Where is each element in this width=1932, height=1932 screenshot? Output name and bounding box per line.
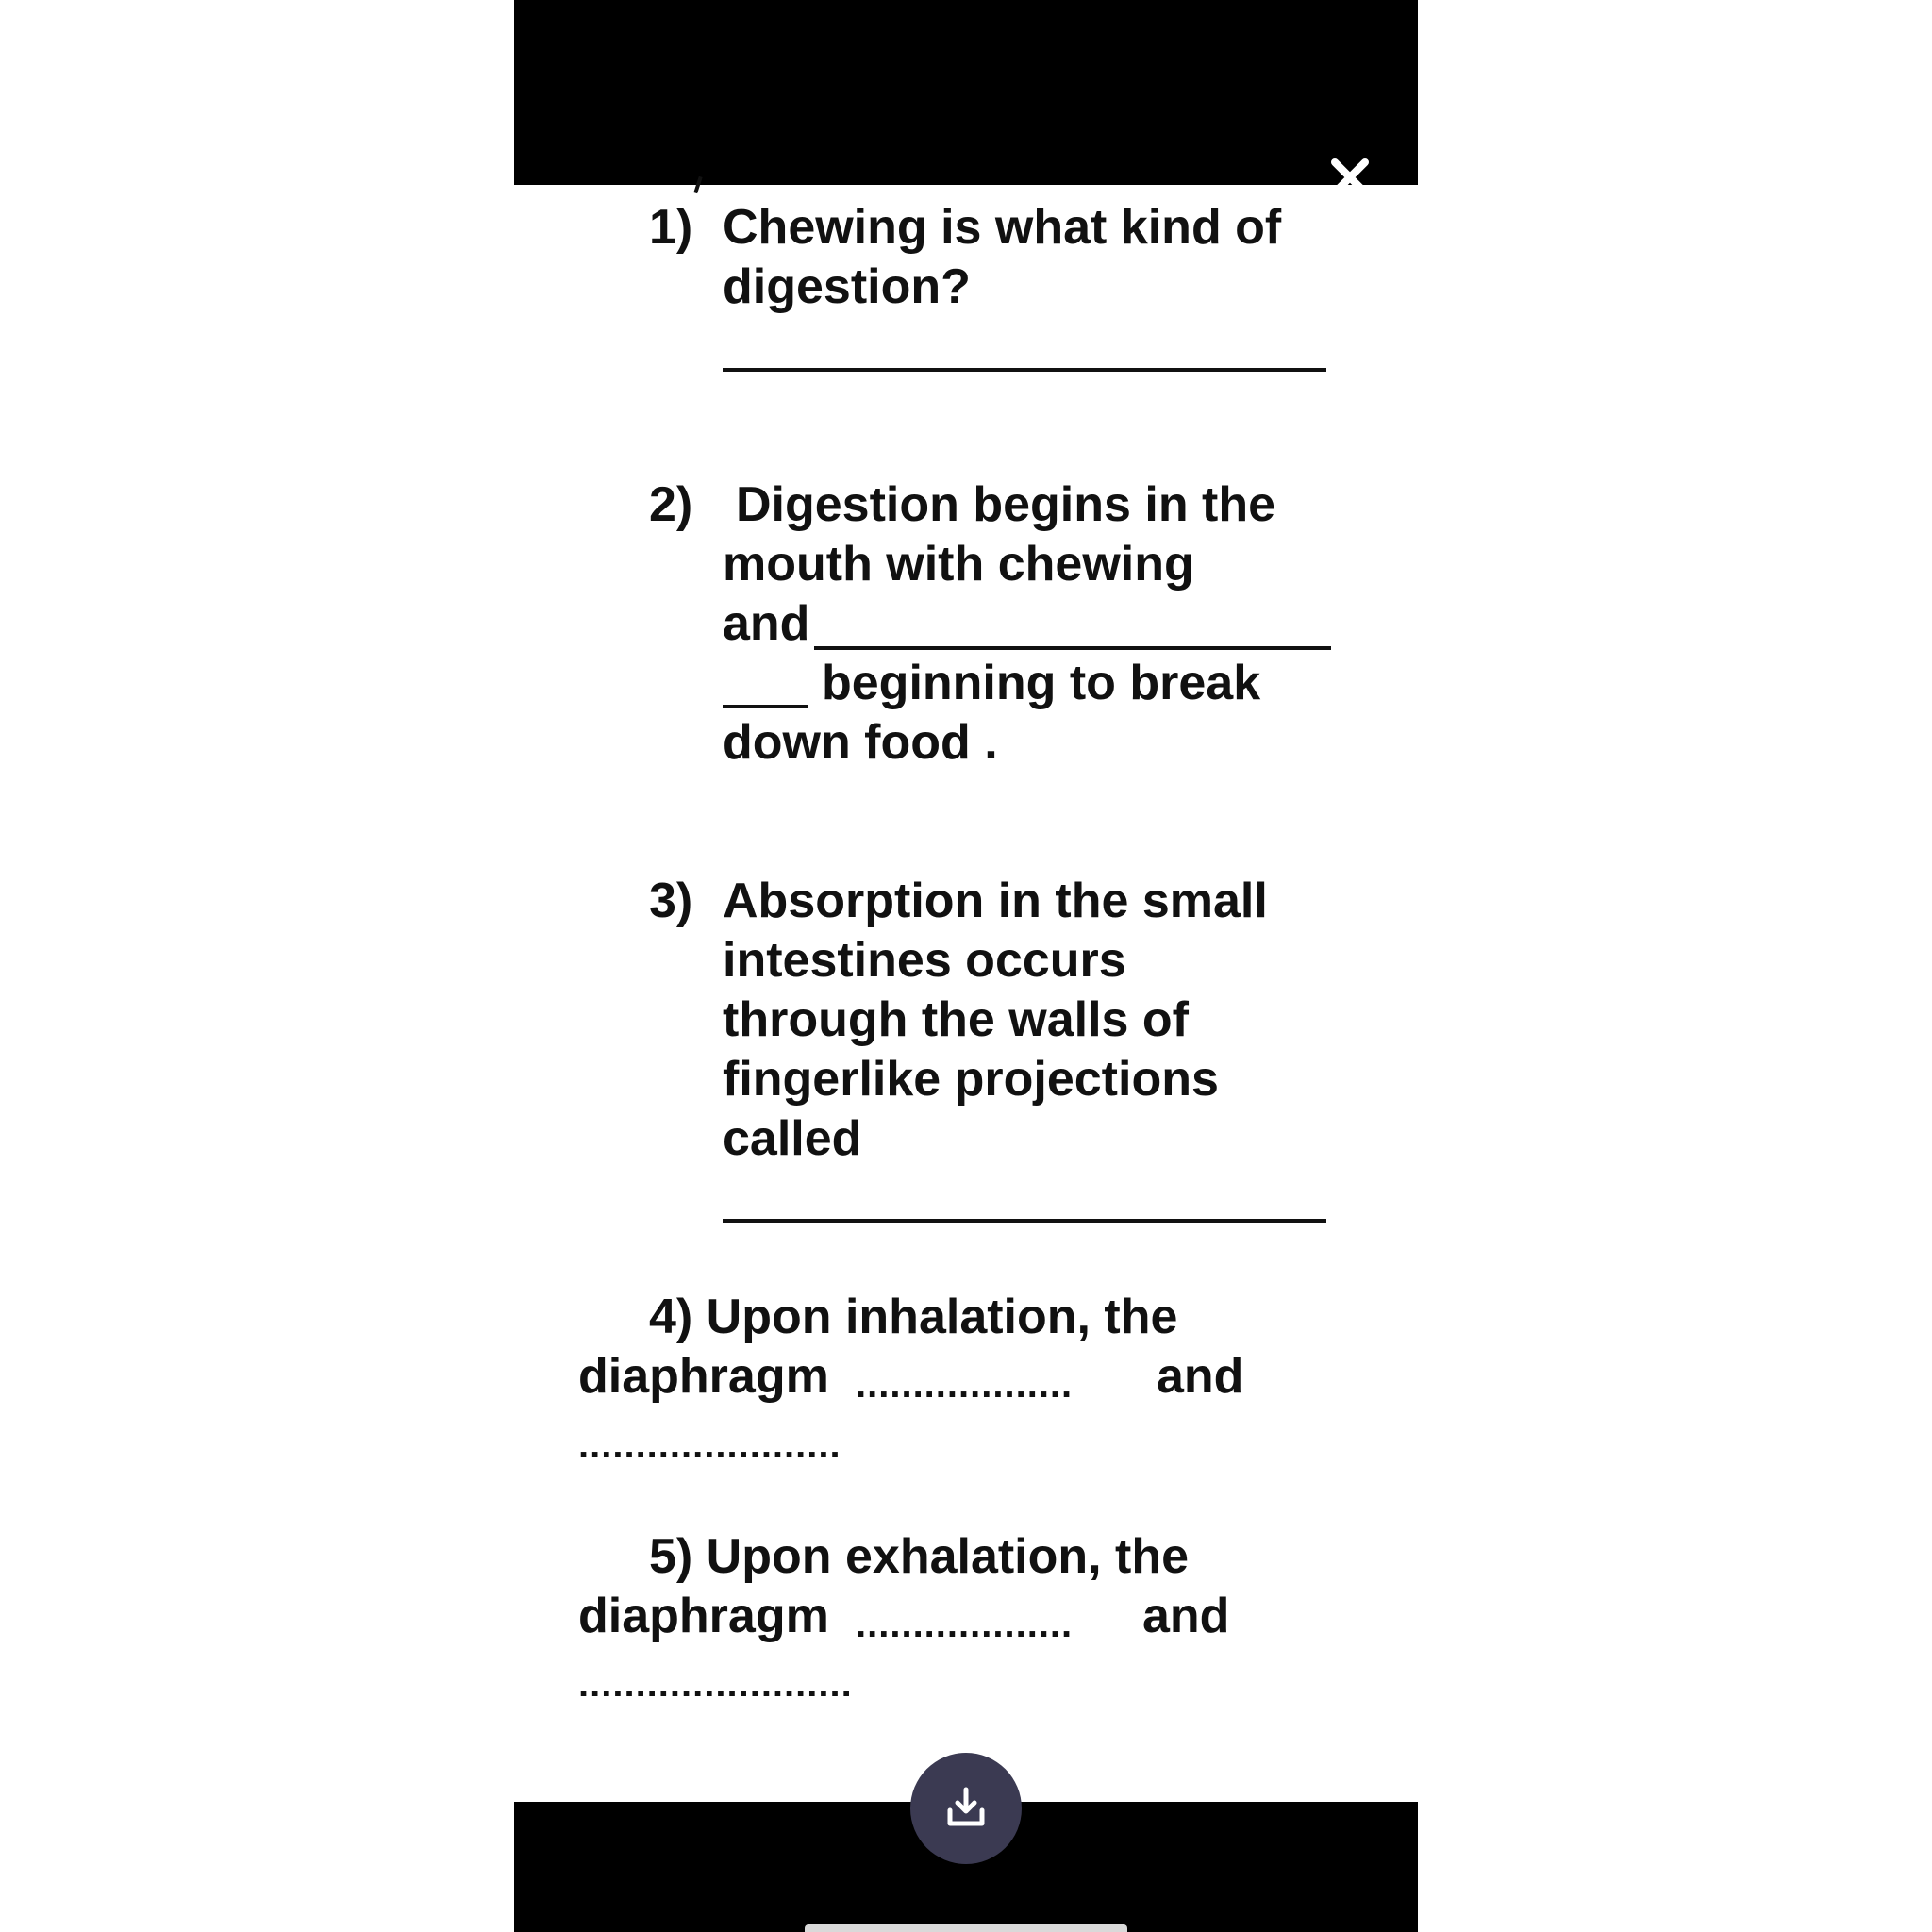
- home-indicator: [805, 1924, 1127, 1932]
- close-button[interactable]: [1324, 157, 1376, 198]
- download-icon: [943, 1786, 989, 1831]
- q2-answer-blank-continued: [723, 705, 808, 708]
- q1-line2: digestion?: [723, 259, 971, 314]
- top-toolbar: [514, 0, 1418, 185]
- q5-blank-1: ...................: [856, 1604, 1074, 1645]
- q2-line1: Digestion begins in the: [736, 477, 1276, 532]
- q3-line3: through the walls of: [723, 992, 1189, 1047]
- q2-line5: down food .: [723, 715, 998, 770]
- q4-line1: 4) Upon inhalation, the: [649, 1290, 1178, 1344]
- q3-number: 3): [649, 874, 693, 928]
- image-viewer: [514, 0, 1418, 1932]
- download-button[interactable]: [910, 1753, 1022, 1864]
- q2-line3: and: [723, 596, 810, 651]
- q1-number: 1): [649, 200, 693, 255]
- q3-line5: called: [723, 1111, 862, 1166]
- q4-blank-2: .......................: [578, 1424, 841, 1466]
- q4-line2-end: and: [1157, 1349, 1244, 1404]
- q2-line4: beginning to break: [822, 656, 1261, 710]
- q1-answer-blank: [723, 368, 1326, 372]
- q4-blank-1: ...................: [856, 1364, 1074, 1406]
- q5-line2-end: and: [1142, 1589, 1230, 1643]
- q2-number: 2): [649, 477, 693, 532]
- q3-answer-blank: [723, 1219, 1326, 1223]
- q4-line2-start: diaphragm: [578, 1349, 829, 1404]
- q3-line4: fingerlike projections: [723, 1052, 1219, 1107]
- q3-line1: Absorption in the small: [723, 874, 1268, 928]
- q5-line1: 5) Upon exhalation, the: [649, 1529, 1190, 1584]
- q2-answer-blank: [814, 646, 1331, 650]
- close-icon: [1329, 158, 1371, 196]
- q3-line2: intestines occurs: [723, 933, 1126, 988]
- q5-blank-2: ........................: [578, 1663, 853, 1705]
- q1-line1: Chewing is what kind of: [723, 200, 1282, 255]
- q2-line2: mouth with chewing: [723, 537, 1194, 591]
- q5-line2-start: diaphragm: [578, 1589, 829, 1643]
